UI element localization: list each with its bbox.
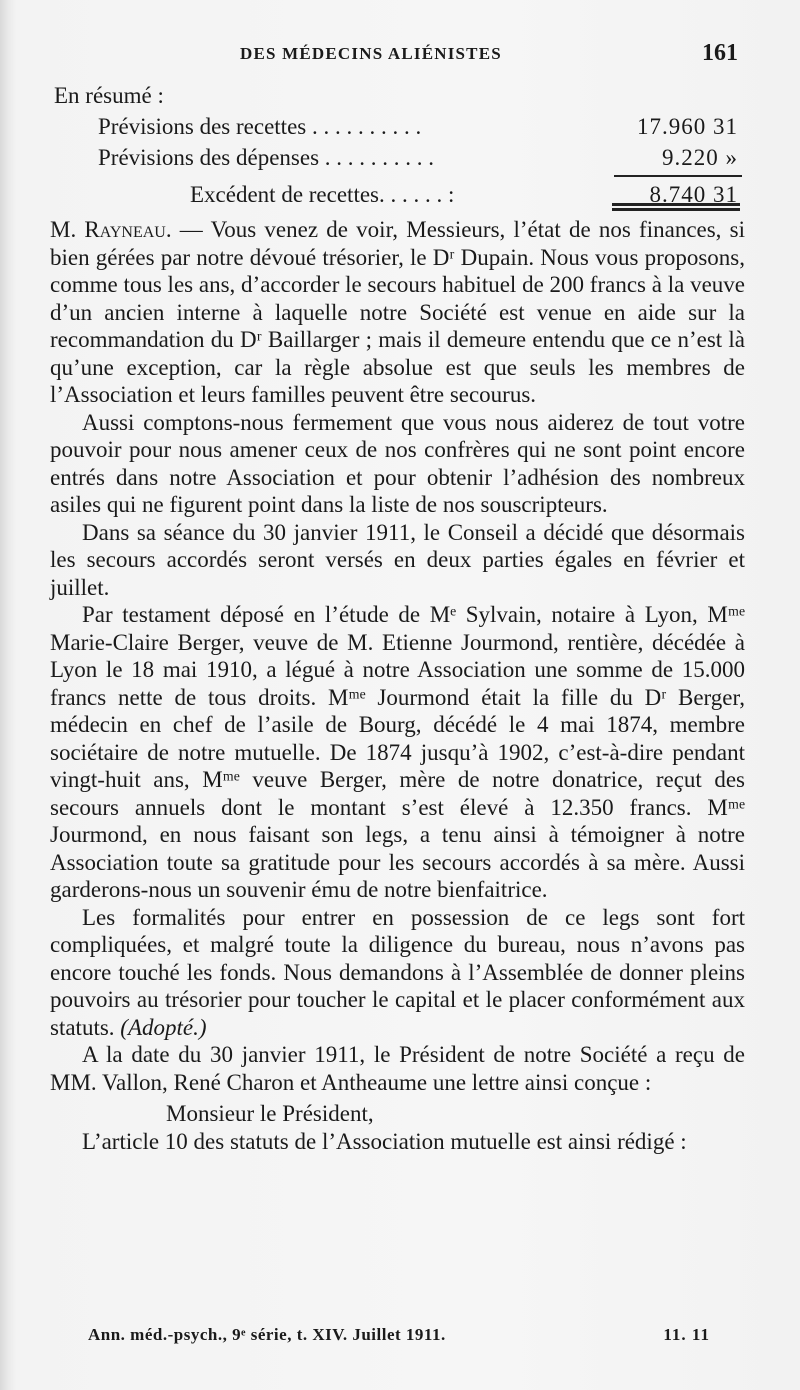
printer-signature: 11. 11 xyxy=(663,1325,710,1344)
paragraph-text: Aussi comptons-nous fermement que vous nous aiderez de tout votre pouvoir pour nous amener ceux de nos confrères qui ne sont point encore entrés dans notre Association et pour obtenir l’adhésion des nombreux asiles qui ne figurent point dans la liste de nos souscripteurs. xyxy=(50,409,745,517)
total-double-rule-bottom xyxy=(612,208,740,211)
page-number: 161 xyxy=(702,40,738,66)
salutation-text: Monsieur le Président, xyxy=(166,1101,374,1126)
journal-citation: Ann. méd.-psych., 9ᵉ série, t. XIV. Juillet 1911. xyxy=(88,1325,446,1344)
subtotal-rule xyxy=(614,175,742,177)
summary-total-value: 8.740 31 xyxy=(649,182,738,207)
summary-intro: En résumé : xyxy=(54,83,164,108)
summary-row-value: 17.960 31 xyxy=(637,114,738,139)
page-header xyxy=(0,40,800,72)
letter-opening-text: L’article 10 des statuts de l’Association mutuelle est ainsi rédigé : xyxy=(82,1128,687,1154)
summary-intro-row xyxy=(54,80,744,111)
letter-opening xyxy=(50,1128,745,1156)
speaker-name: M. Rayneau. xyxy=(50,217,172,242)
total-double-rule-top xyxy=(612,203,740,206)
adopted-note: (Adopté.) xyxy=(120,1014,207,1040)
summary-row-label: Prévisions des dépenses . . . . . . . . . . xyxy=(98,145,435,170)
financial-summary xyxy=(54,80,744,210)
paragraph xyxy=(50,904,745,1042)
summary-row xyxy=(54,111,744,142)
summary-row-label: Prévisions des recettes . . . . . . . . . . xyxy=(98,114,422,139)
paragraph-text: Dans sa séance du 30 janvier 1911, le Conseil a décidé que désormais les secours accordés seront versés en deux parties égales en février et juillet. xyxy=(50,519,745,600)
page-footer xyxy=(0,1325,800,1355)
paragraph xyxy=(50,601,745,904)
letter-salutation xyxy=(50,1100,745,1128)
paragraph-text: Par testament déposé en l’étude de Mᵉ Sylvain, notaire à Lyon, Mᵐᵉ Marie-Claire Berger, veuve de M. Etienne Jourmond, rentière, décédée à Lyon le 18 mai 1910, a légué à notre Association une somme de 15.000 francs nette de tous droits. Mᵐᵉ Jourmond était la fille du Dʳ Berger, médecin en chef de l’asile de Bourg, décédé le 4 mai 1874, membre sociétaire de notre mutuelle. De 1874 jusqu’à 1902, c’est-à-dire pendant vingt-huit ans, Mᵐᵉ veuve Berger, mère de notre donatrice, reçut des secours annuels dont le montant s’est élevé à 12.350 francs. Mᵐᵉ Jourmond, en nous faisant son legs, a tenu ainsi à témoigner à notre Association toute sa gratitude pour les secours accordés à sa mère. Aussi garderons-nous un souvenir ému de notre bienfaitrice. xyxy=(50,602,745,902)
paragraph-text: Les formalités pour entrer en possession de ce legs sont fort compliquées, et malgré toute la diligence du bureau, nous n’avons pas encore touché les fonds. Nous demandons à l’Assemblée de donner pleins pouvoirs au trésorier pour toucher le capital et le placer conformément aux statuts. xyxy=(50,904,745,1040)
paragraph-text: — Vous venez de voir, Messieurs, l’état de nos finances, si bien gérées par notre dévoué trésorier, le Dʳ Dupain. Nous vous proposons, comme tous les ans, d’accorder le secours habituel de 200 francs à la veuve d’un ancien interne à laquelle notre Société est venue en aide sur la recommandation du Dʳ Baillarger ; mais il demeure entendu que ce n’est là qu’une exception, car la règle absolue est que seuls les membres de l’Association et leurs familles peuvent être secourus. xyxy=(50,217,745,407)
summary-row-value: 9.220 » xyxy=(662,145,738,170)
summary-row xyxy=(54,142,744,173)
paragraph xyxy=(50,1041,745,1096)
paragraph-text: A la date du 30 janvier 1911, le Président de notre Société a reçu de MM. Vallon, René Charon et Antheaume une lettre ainsi conçue : xyxy=(50,1042,745,1095)
paragraph xyxy=(50,409,745,519)
running-title: DES MÉDECINS ALIÉNISTES xyxy=(240,44,502,63)
body-text xyxy=(50,216,745,1155)
summary-total-label: Excédent de recettes. . . . . . : xyxy=(190,182,455,207)
paragraph xyxy=(50,216,745,409)
paragraph xyxy=(50,519,745,602)
